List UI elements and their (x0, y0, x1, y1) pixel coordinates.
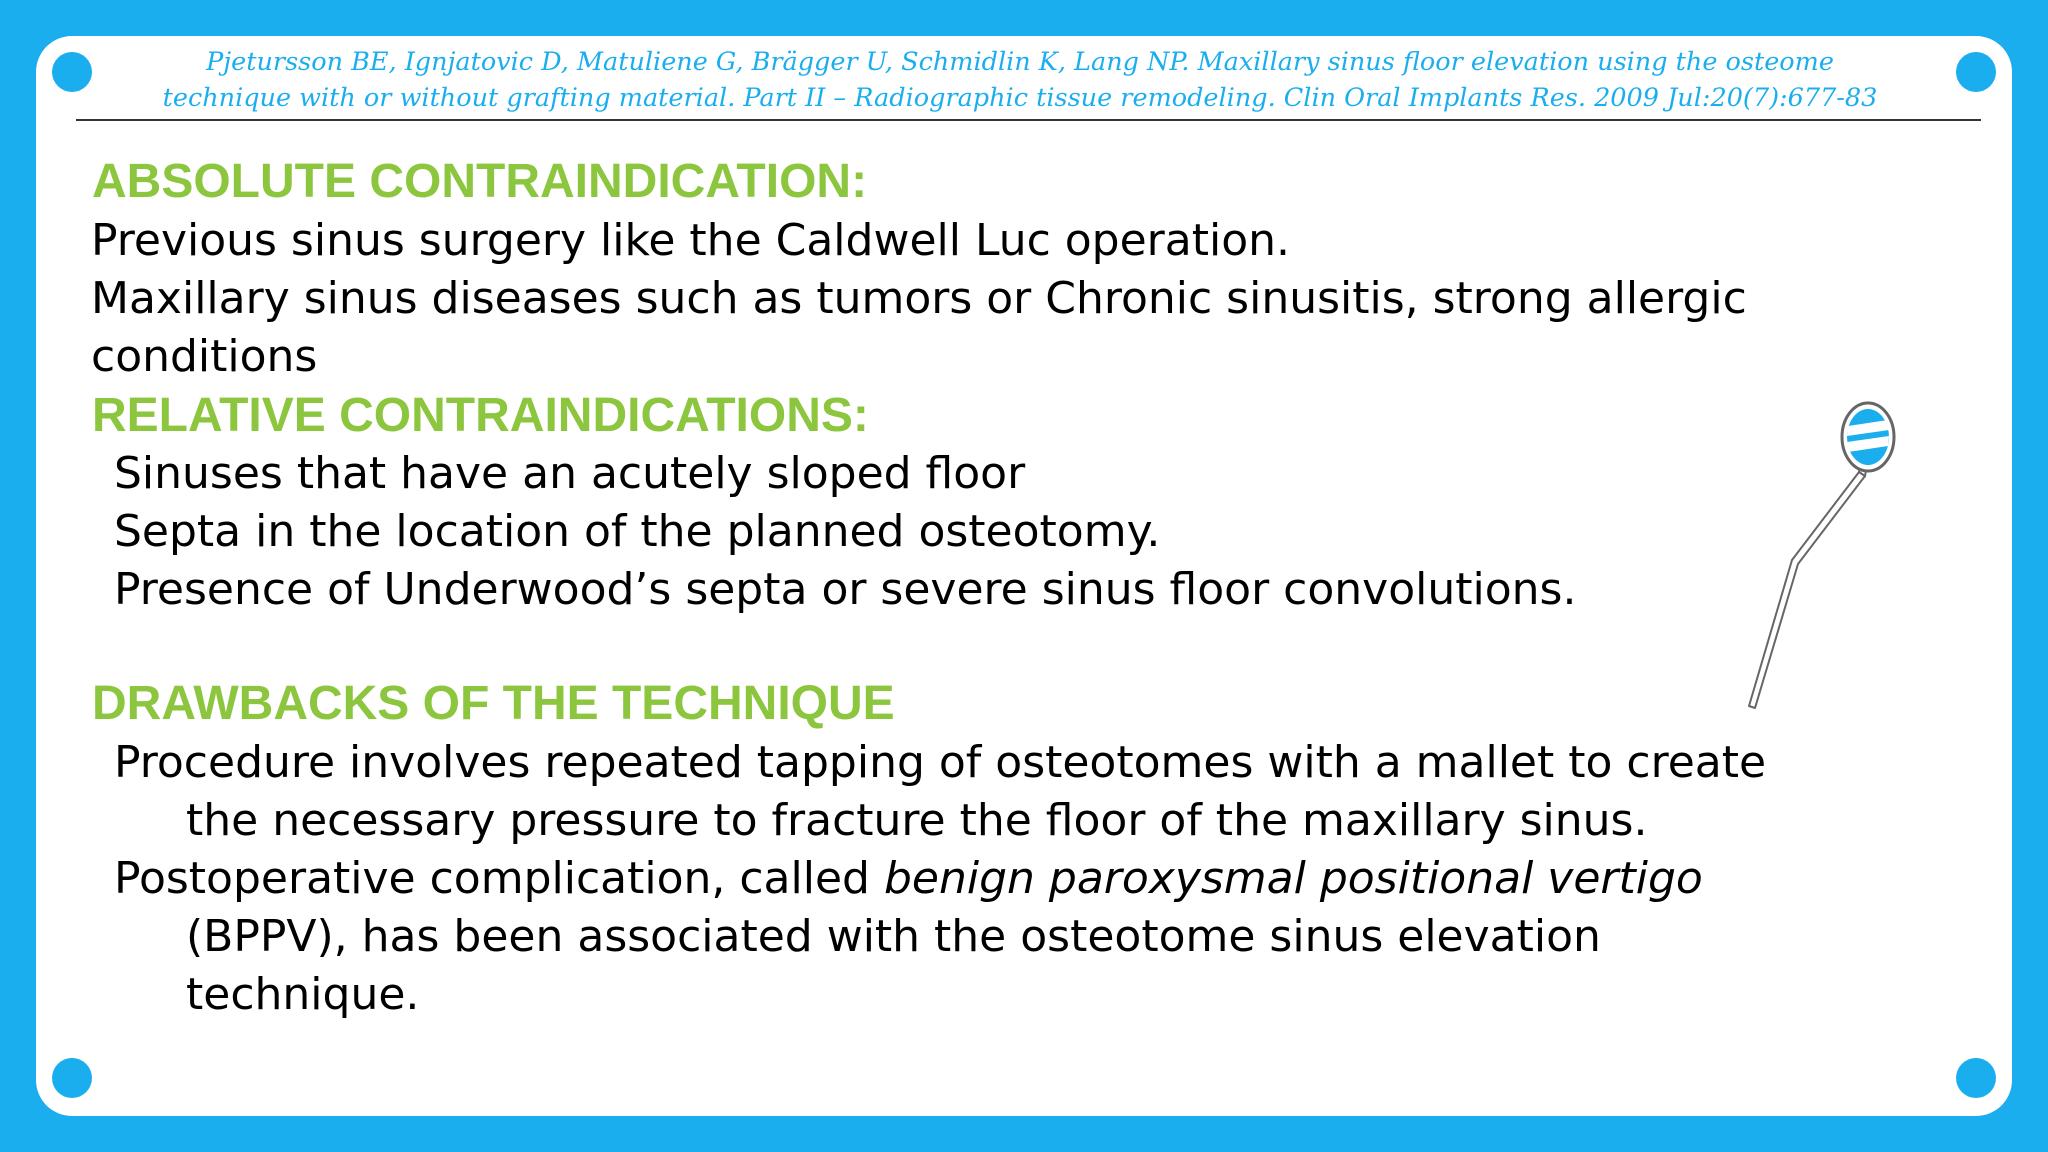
corner-dot-icon (52, 1058, 92, 1098)
relative-item-2: Septa in the location of the planned osteotomy. (114, 506, 1161, 557)
relative-contraindications-heading: RELATIVE CONTRAINDICATIONS: (92, 389, 869, 442)
drawbacks-heading: DRAWBACKS OF THE TECHNIQUE (92, 677, 895, 730)
corner-dot-icon (52, 52, 92, 92)
relative-item-3: Presence of Underwood’s septa or severe sinus floor convolutions. (114, 564, 1577, 615)
absolute-contraindication-heading: ABSOLUTE CONTRAINDICATION: (92, 155, 868, 208)
citation-divider (76, 119, 1981, 121)
dental-mirror-icon (1740, 396, 1920, 716)
drawbacks-item-1-line-1: Procedure involves repeated tapping of osteotomes with a mallet to create (114, 737, 1767, 788)
drawbacks-item-1-line-2: the necessary pressure to fracture the floor of the maxillary sinus. (186, 795, 1648, 846)
absolute-item-1: Previous sinus surgery like the Caldwell Luc operation. (91, 215, 1290, 266)
corner-dot-icon (1956, 1058, 1996, 1098)
absolute-item-2-line-2: conditions (91, 331, 318, 382)
drawbacks-item-2-line-3: technique. (186, 969, 420, 1020)
drawbacks-item-2-line-1 (114, 850, 1703, 908)
absolute-item-2-line-1: Maxillary sinus diseases such as tumors or Chronic sinusitis, strong allergic (91, 273, 1747, 324)
relative-item-1: Sinuses that have an acutely sloped floor (114, 448, 1026, 499)
corner-dot-icon (1956, 52, 1996, 92)
citation-line-2: technique with or without grafting material. Part II – Radiographic tissue remodeling. Clin Oral Implants Res. 2009 Jul:20(7):677-83 (162, 83, 1878, 113)
citation (110, 44, 1930, 116)
bppv-term: benign paroxysmal positional vertigo (883, 853, 1703, 904)
citation-line-1: Pjetursson BE, Ignjatovic D, Matuliene G, Brägger U, Schmidlin K, Lang NP. Maxillary sinus floor elevation using the osteome (206, 47, 1834, 77)
drawbacks-item-2-prefix: Postoperative complication, called (114, 853, 884, 904)
drawbacks-item-2-line-2: (BPPV), has been associated with the osteotome sinus elevation (186, 911, 1601, 962)
